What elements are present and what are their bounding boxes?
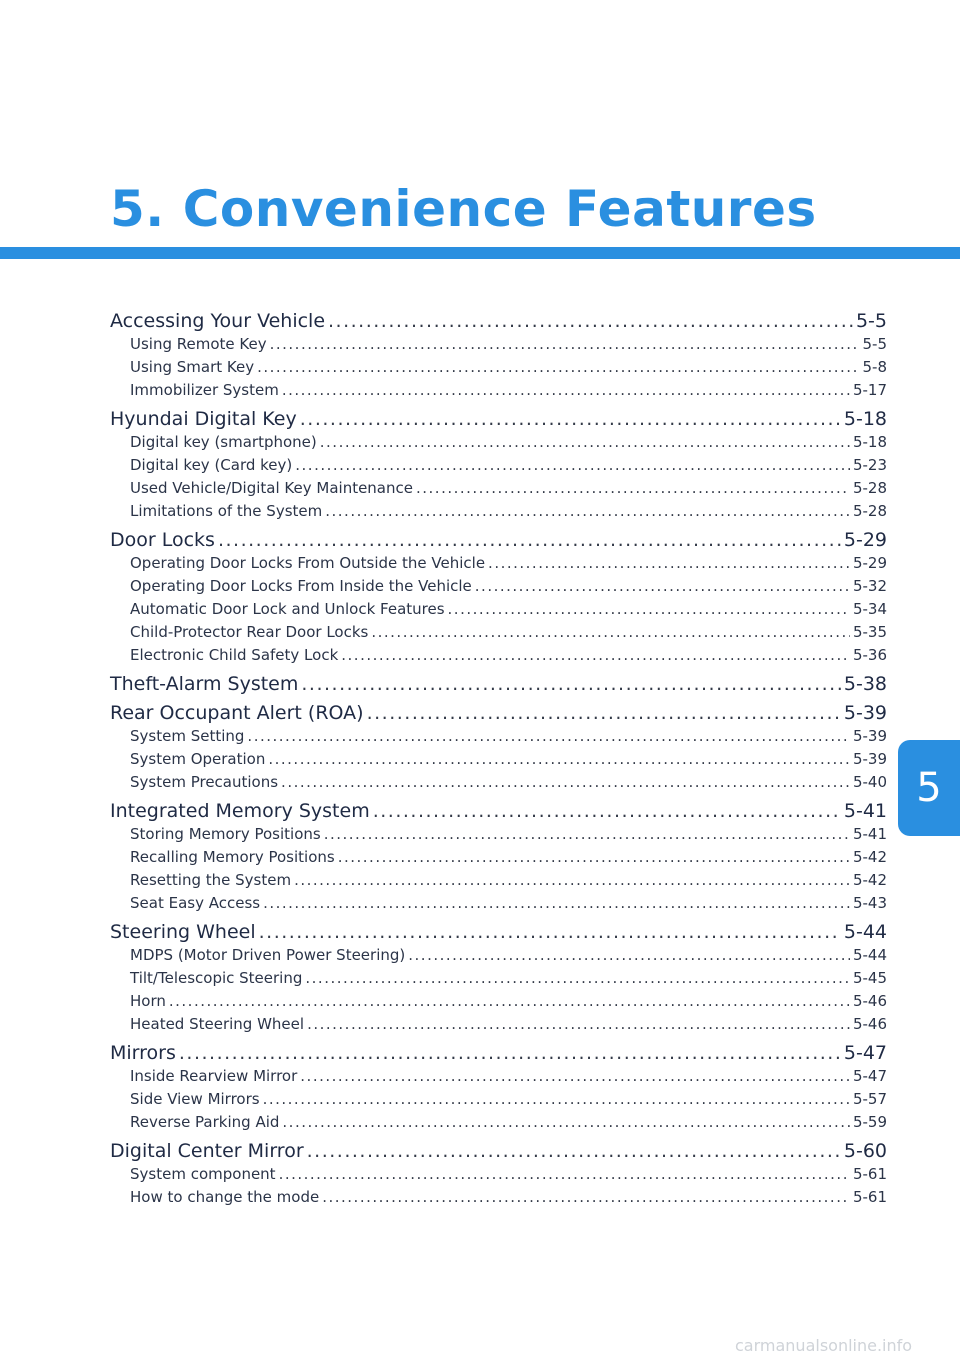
toc-subsection-title: Recalling Memory Positions [130,848,335,866]
toc-section-row[interactable] [110,673,887,696]
toc-section-title: Digital Center Mirror [110,1140,304,1162]
toc-section-page: 5-29 [843,529,887,551]
toc-subsection-row[interactable] [110,379,887,402]
dot-leader [324,823,850,846]
toc-section-page: 5-38 [843,673,887,695]
chapter-tab[interactable]: 5 [898,740,960,836]
toc-section-page: 5-47 [843,1042,887,1064]
dot-leader [259,921,841,944]
dot-leader [282,1111,850,1134]
toc-subsection-page: 5-61 [852,1165,887,1183]
toc-section-page: 5-44 [843,921,887,943]
toc-subsection-row[interactable] [110,477,887,500]
toc-subsection-title: How to change the mode [130,1188,320,1206]
toc-section-page: 5-5 [855,310,887,332]
toc-subsection-page: 5-45 [852,969,887,987]
dot-leader [295,454,850,477]
toc-subsection-page: 5-42 [852,871,887,889]
toc-section-title: Accessing Your Vehicle [110,310,326,332]
toc-subsection-title: Inside Rearview Mirror [130,1067,298,1085]
toc-subsection-row[interactable] [110,1088,887,1111]
toc-section-row[interactable] [110,1140,887,1163]
toc-subsection-row[interactable] [110,431,887,454]
toc-subsection-row[interactable] [110,500,887,523]
toc-section-row[interactable] [110,1042,887,1065]
toc-subsection-row[interactable] [110,621,887,644]
watermark: carmanualsonline.info [735,1336,913,1355]
toc-subsection-row[interactable] [110,598,887,621]
title-divider [0,247,960,259]
toc-subsection-title: Operating Door Locks From Inside the Vehicle [130,577,472,595]
dot-leader [322,1186,850,1209]
dot-leader [416,477,850,500]
toc-subsection-page: 5-40 [852,773,887,791]
toc-subsection-row[interactable] [110,1013,887,1036]
dot-leader [408,944,850,967]
toc-section-page: 5-39 [843,702,887,724]
table-of-contents [110,310,887,1209]
dot-leader [371,621,850,644]
toc-subsection-title: Limitations of the System [130,502,323,520]
dot-leader [448,598,850,621]
dot-leader [282,379,850,402]
toc-section-row[interactable] [110,529,887,552]
dot-leader [281,771,850,794]
toc-subsection-page: 5-8 [862,358,887,376]
toc-subsection-title: System Operation [130,750,266,768]
dot-leader [257,356,859,379]
dot-leader [475,575,850,598]
toc-subsection-page: 5-41 [852,825,887,843]
toc-subsection-row[interactable] [110,1065,887,1088]
toc-subsection-page: 5-28 [852,502,887,520]
toc-subsection-row[interactable] [110,356,887,379]
toc-subsection-row[interactable] [110,892,887,915]
toc-section-title: Theft-Alarm System [110,673,299,695]
toc-subsection-page: 5-39 [852,727,887,745]
toc-section-row[interactable] [110,800,887,823]
dot-leader [341,644,850,667]
dot-leader [179,1042,841,1065]
toc-subsection-page: 5-5 [862,335,887,353]
toc-subsection-row[interactable] [110,552,887,575]
toc-subsection-page: 5-46 [852,992,887,1010]
toc-subsection-title: Resetting the System [130,871,292,889]
toc-subsection-page: 5-59 [852,1113,887,1131]
dot-leader [325,500,850,523]
toc-subsection-title: Immobilizer System [130,381,279,399]
dot-leader [263,892,850,915]
dot-leader [294,869,850,892]
toc-subsection-page: 5-34 [852,600,887,618]
dot-leader [270,333,860,356]
toc-subsection-row[interactable] [110,944,887,967]
toc-section-title: Rear Occupant Alert (ROA) [110,702,364,724]
toc-subsection-title: Operating Door Locks From Outside the Vehicle [130,554,486,572]
toc-subsection-title: Horn [130,992,166,1010]
toc-subsection-page: 5-39 [852,750,887,768]
dot-leader [305,967,850,990]
dot-leader [488,552,850,575]
toc-subsection-page: 5-29 [852,554,887,572]
dot-leader [307,1013,850,1036]
dot-leader [367,702,841,725]
toc-section-page: 5-60 [843,1140,887,1162]
dot-leader [279,1163,850,1186]
dot-leader [300,408,841,431]
toc-subsection-row[interactable] [110,869,887,892]
toc-section-row[interactable] [110,702,887,725]
toc-subsection-title: Child-Protector Rear Door Locks [130,623,369,641]
toc-subsection-row[interactable] [110,1111,887,1134]
toc-subsection-row[interactable] [110,771,887,794]
toc-subsection-page: 5-23 [852,456,887,474]
toc-subsection-title: MDPS (Motor Driven Power Steering) [130,946,406,964]
toc-subsection-row[interactable] [110,644,887,667]
toc-subsection-title: Automatic Door Lock and Unlock Features [130,600,445,618]
toc-subsection-page: 5-57 [852,1090,887,1108]
dot-leader [373,800,841,823]
toc-section-page: 5-18 [843,408,887,430]
dot-leader [169,990,850,1013]
toc-subsection-row[interactable] [110,823,887,846]
toc-section-title: Steering Wheel [110,921,256,943]
toc-subsection-title: System Setting [130,727,245,745]
toc-subsection-title: Digital key (Card key) [130,456,293,474]
toc-subsection-row[interactable] [110,748,887,771]
toc-section-page: 5-41 [843,800,887,822]
chapter-title: 5. Convenience Features [110,180,817,238]
toc-section-title: Mirrors [110,1042,176,1064]
toc-subsection-title: Electronic Child Safety Lock [130,646,339,664]
toc-subsection-row[interactable] [110,1186,887,1209]
toc-section-row[interactable] [110,921,887,944]
toc-subsection-row[interactable] [110,846,887,869]
toc-subsection-page: 5-28 [852,479,887,497]
toc-subsection-page: 5-46 [852,1015,887,1033]
toc-subsection-page: 5-44 [852,946,887,964]
toc-subsection-title: Side View Mirrors [130,1090,260,1108]
toc-subsection-row[interactable] [110,1163,887,1186]
toc-subsection-page: 5-35 [852,623,887,641]
toc-subsection-page: 5-32 [852,577,887,595]
dot-leader [300,1065,850,1088]
toc-subsection-page: 5-17 [852,381,887,399]
toc-subsection-title: Reverse Parking Aid [130,1113,280,1131]
toc-section-title: Hyundai Digital Key [110,408,297,430]
toc-subsection-title: System component [130,1165,276,1183]
toc-subsection-title: Used Vehicle/Digital Key Maintenance [130,479,413,497]
toc-subsection-page: 5-42 [852,848,887,866]
toc-subsection-page: 5-18 [852,433,887,451]
toc-subsection-title: Heated Steering Wheel [130,1015,305,1033]
dot-leader [301,673,840,696]
toc-subsection-row[interactable] [110,575,887,598]
toc-subsection-title: Tilt/Telescopic Steering [130,969,303,987]
toc-section-row[interactable] [110,310,887,333]
dot-leader [268,748,850,771]
dot-leader [338,846,850,869]
toc-subsection-row[interactable] [110,990,887,1013]
dot-leader [263,1088,850,1111]
toc-section-row[interactable] [110,408,887,431]
toc-subsection-page: 5-47 [852,1067,887,1085]
toc-subsection-row[interactable] [110,333,887,356]
dot-leader [320,431,850,454]
toc-subsection-title: Digital key (smartphone) [130,433,317,451]
toc-subsection-row[interactable] [110,967,887,990]
toc-subsection-row[interactable] [110,454,887,477]
toc-subsection-page: 5-43 [852,894,887,912]
dot-leader [247,725,850,748]
toc-subsection-row[interactable] [110,725,887,748]
toc-subsection-title: Using Smart Key [130,358,255,376]
toc-subsection-title: Seat Easy Access [130,894,261,912]
dot-leader [218,529,841,552]
toc-subsection-title: Storing Memory Positions [130,825,321,843]
toc-subsection-page: 5-61 [852,1188,887,1206]
dot-leader [307,1140,841,1163]
toc-section-title: Integrated Memory System [110,800,370,822]
toc-subsection-page: 5-36 [852,646,887,664]
toc-subsection-title: System Precautions [130,773,279,791]
dot-leader [328,310,853,333]
toc-section-title: Door Locks [110,529,215,551]
toc-subsection-title: Using Remote Key [130,335,267,353]
